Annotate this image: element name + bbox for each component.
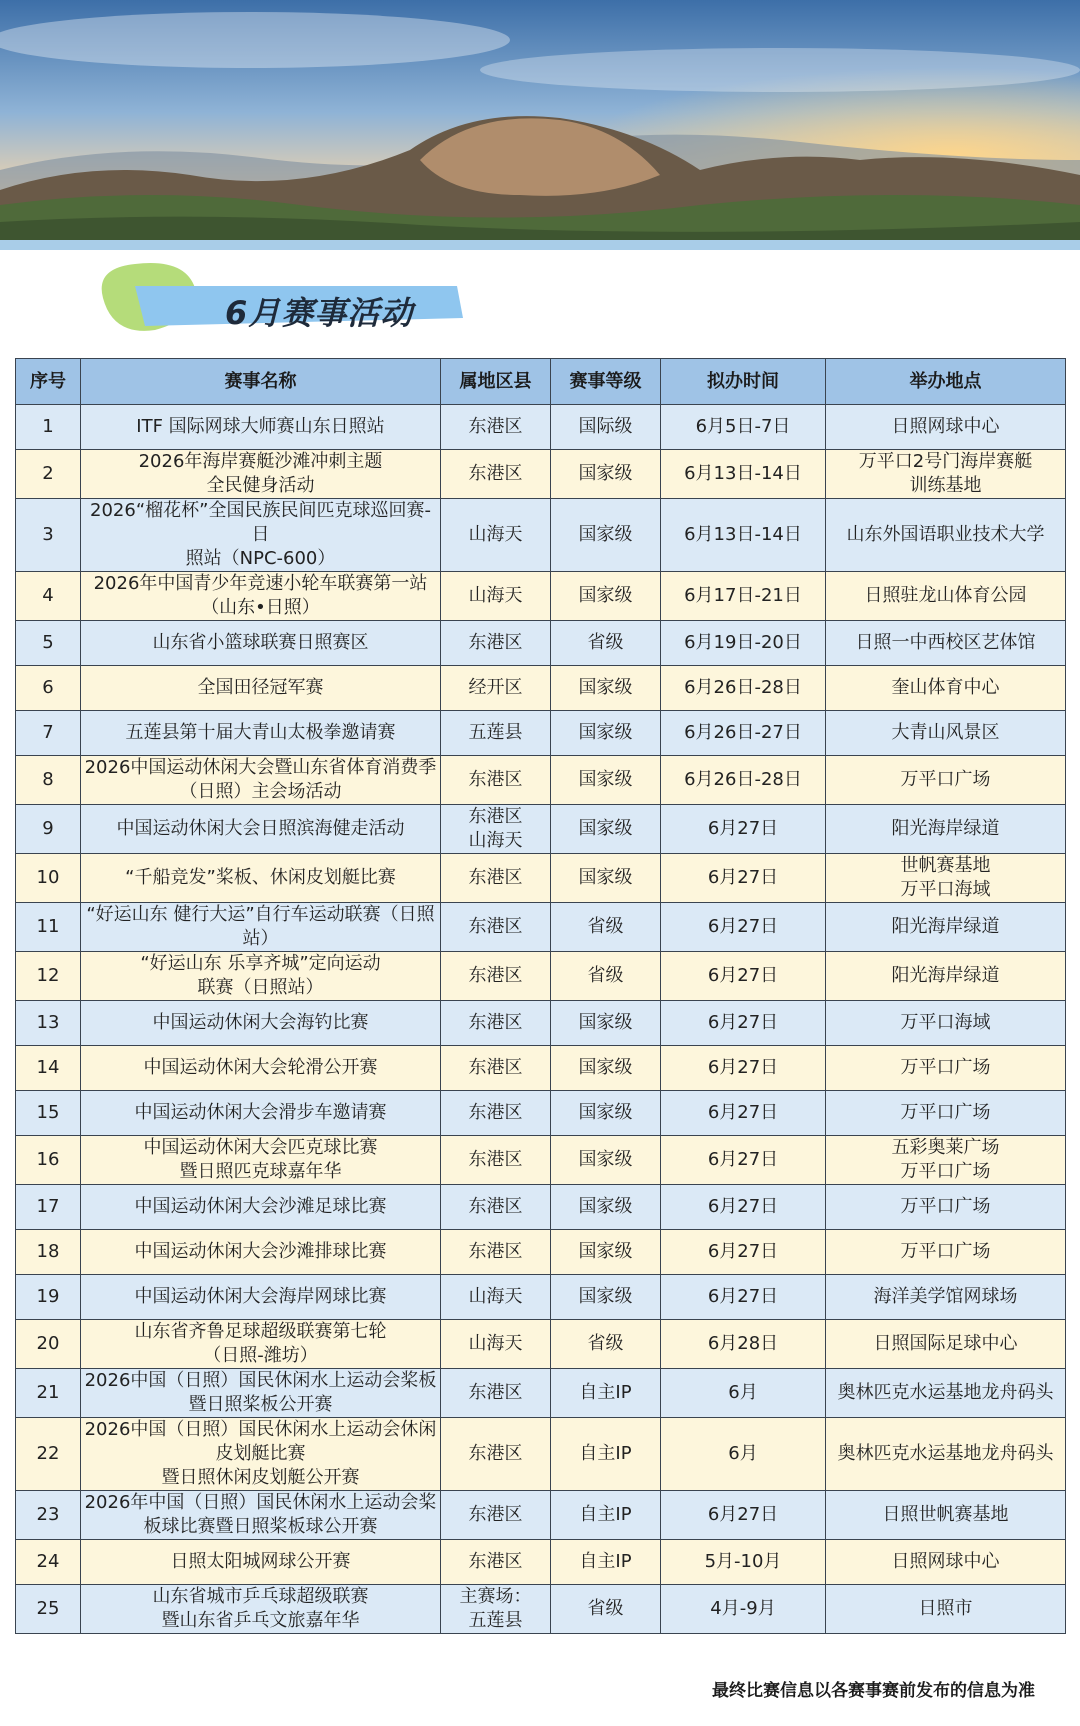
venue: 山东外国语职业技术大学 <box>826 499 1066 572</box>
county: 东港区 <box>441 756 551 805</box>
row-no: 17 <box>16 1185 81 1230</box>
event-time: 6月 <box>661 1369 826 1418</box>
county: 东港区 <box>441 1540 551 1585</box>
event-time: 6月27日 <box>661 1136 826 1185</box>
venue: 万平口广场 <box>826 756 1066 805</box>
county: 东港区 <box>441 1418 551 1491</box>
venue: 奥林匹克水运基地龙舟码头 <box>826 1418 1066 1491</box>
venue: 万平口广场 <box>826 1185 1066 1230</box>
row-no: 14 <box>16 1046 81 1091</box>
county: 山海天 <box>441 1275 551 1320</box>
row-no: 5 <box>16 621 81 666</box>
event-name: 中国运动休闲大会匹克球比赛 暨日照匹克球嘉年华 <box>81 1136 441 1185</box>
row-no: 25 <box>16 1585 81 1634</box>
venue: 世帆赛基地 万平口海域 <box>826 854 1066 903</box>
event-name: 2026中国（日照）国民休闲水上运动会休闲 皮划艇比赛 暨日照休闲皮划艇公开赛 <box>81 1418 441 1491</box>
table-row <box>16 854 1066 903</box>
event-time: 6月27日 <box>661 903 826 952</box>
county: 东港区 <box>441 405 551 450</box>
footnote: 最终比赛信息以各赛事赛前发布的信息为准 <box>712 1681 1035 1701</box>
event-name: 中国运动休闲大会轮滑公开赛 <box>81 1046 441 1091</box>
event-time: 6月27日 <box>661 1001 826 1046</box>
event-time: 6月17日-21日 <box>661 572 826 621</box>
county: 东港区 <box>441 450 551 499</box>
row-no: 21 <box>16 1369 81 1418</box>
row-no: 2 <box>16 450 81 499</box>
event-level: 自主IP <box>551 1540 661 1585</box>
venue: 日照市 <box>826 1585 1066 1634</box>
table-row <box>16 1418 1066 1491</box>
section-title: 6月赛事活动 <box>225 294 414 332</box>
event-time: 6月13日-14日 <box>661 499 826 572</box>
venue: 日照一中西校区艺体馆 <box>826 621 1066 666</box>
event-level: 自主IP <box>551 1369 661 1418</box>
row-no: 18 <box>16 1230 81 1275</box>
table-row <box>16 756 1066 805</box>
row-no: 9 <box>16 805 81 854</box>
table-row <box>16 1585 1066 1634</box>
venue: 万平口广场 <box>826 1230 1066 1275</box>
event-level: 国家级 <box>551 711 661 756</box>
event-level: 省级 <box>551 621 661 666</box>
event-time: 6月27日 <box>661 805 826 854</box>
row-no: 3 <box>16 499 81 572</box>
event-time: 6月27日 <box>661 1275 826 1320</box>
event-name: 中国运动休闲大会海钓比赛 <box>81 1001 441 1046</box>
event-time: 6月26日-27日 <box>661 711 826 756</box>
table-row <box>16 450 1066 499</box>
county: 东港区 <box>441 1091 551 1136</box>
event-level: 省级 <box>551 1320 661 1369</box>
event-name: 五莲县第十届大青山太极拳邀请赛 <box>81 711 441 756</box>
table-row <box>16 621 1066 666</box>
header-time: 拟办时间 <box>661 359 826 405</box>
event-level: 国家级 <box>551 805 661 854</box>
event-name: 2026年海岸赛艇沙滩冲刺主题 全民健身活动 <box>81 450 441 499</box>
section-title-block <box>95 258 475 338</box>
event-name: 2026年中国青少年竞速小轮车联赛第一站 （山东•日照） <box>81 572 441 621</box>
county: 东港区 山海天 <box>441 805 551 854</box>
event-name: 中国运动休闲大会海岸网球比赛 <box>81 1275 441 1320</box>
county: 东港区 <box>441 1230 551 1275</box>
table-row <box>16 1540 1066 1585</box>
event-level: 自主IP <box>551 1418 661 1491</box>
county: 经开区 <box>441 666 551 711</box>
event-level: 省级 <box>551 952 661 1001</box>
row-no: 7 <box>16 711 81 756</box>
venue: 万平口广场 <box>826 1091 1066 1136</box>
event-time: 6月27日 <box>661 952 826 1001</box>
venue: 万平口广场 <box>826 1046 1066 1091</box>
event-level: 国家级 <box>551 1091 661 1136</box>
county: 东港区 <box>441 1369 551 1418</box>
event-name: 山东省小篮球联赛日照赛区 <box>81 621 441 666</box>
event-time: 6月26日-28日 <box>661 756 826 805</box>
table-row <box>16 1136 1066 1185</box>
venue: 日照世帆赛基地 <box>826 1491 1066 1540</box>
table-row <box>16 405 1066 450</box>
row-no: 8 <box>16 756 81 805</box>
event-level: 国家级 <box>551 756 661 805</box>
county: 山海天 <box>441 572 551 621</box>
county: 东港区 <box>441 1001 551 1046</box>
row-no: 19 <box>16 1275 81 1320</box>
event-name: “好运山东 乐享齐城”定向运动 联赛（日照站） <box>81 952 441 1001</box>
venue: 日照驻龙山体育公园 <box>826 572 1066 621</box>
event-time: 4月-9月 <box>661 1585 826 1634</box>
event-name: 中国运动休闲大会沙滩足球比赛 <box>81 1185 441 1230</box>
event-level: 省级 <box>551 1585 661 1634</box>
event-name: 2026“榴花杯”全国民族民间匹克球巡回赛-日 照站（NPC-600） <box>81 499 441 572</box>
table-body <box>16 405 1066 1634</box>
row-no: 16 <box>16 1136 81 1185</box>
table-row <box>16 1320 1066 1369</box>
table-row <box>16 1275 1066 1320</box>
event-name: 2026中国运动休闲大会暨山东省体育消费季 （日照）主会场活动 <box>81 756 441 805</box>
event-time: 6月5日-7日 <box>661 405 826 450</box>
event-name: “千船竞发”桨板、休闲皮划艇比赛 <box>81 854 441 903</box>
header-venue: 举办地点 <box>826 359 1066 405</box>
event-name: 日照太阳城网球公开赛 <box>81 1540 441 1585</box>
venue: 日照国际足球中心 <box>826 1320 1066 1369</box>
county: 主赛场： 五莲县 <box>441 1585 551 1634</box>
event-level: 国际级 <box>551 405 661 450</box>
venue: 奥林匹克水运基地龙舟码头 <box>826 1369 1066 1418</box>
table-row <box>16 1230 1066 1275</box>
venue: 海洋美学馆网球场 <box>826 1275 1066 1320</box>
venue: 阳光海岸绿道 <box>826 952 1066 1001</box>
event-time: 6月27日 <box>661 1185 826 1230</box>
event-name: ITF 国际网球大师赛山东日照站 <box>81 405 441 450</box>
event-level: 国家级 <box>551 1275 661 1320</box>
header-name: 赛事名称 <box>81 359 441 405</box>
event-time: 6月19日-20日 <box>661 621 826 666</box>
event-level: 国家级 <box>551 1001 661 1046</box>
table-row <box>16 572 1066 621</box>
row-no: 1 <box>16 405 81 450</box>
county: 五莲县 <box>441 711 551 756</box>
table-row <box>16 1185 1066 1230</box>
event-level: 省级 <box>551 903 661 952</box>
event-time: 5月-10月 <box>661 1540 826 1585</box>
table-row <box>16 499 1066 572</box>
event-name: 山东省城市乒乓球超级联赛 暨山东省乒乓文旅嘉年华 <box>81 1585 441 1634</box>
county: 山海天 <box>441 499 551 572</box>
event-name: 2026中国（日照）国民休闲水上运动会桨板 暨日照桨板公开赛 <box>81 1369 441 1418</box>
event-name: 中国运动休闲大会日照滨海健走活动 <box>81 805 441 854</box>
header-level: 赛事等级 <box>551 359 661 405</box>
event-level: 国家级 <box>551 1185 661 1230</box>
event-time: 6月27日 <box>661 1091 826 1136</box>
county: 东港区 <box>441 854 551 903</box>
venue: 日照网球中心 <box>826 405 1066 450</box>
table-row <box>16 666 1066 711</box>
event-level: 国家级 <box>551 1230 661 1275</box>
event-time: 6月 <box>661 1418 826 1491</box>
table-row <box>16 903 1066 952</box>
county: 东港区 <box>441 621 551 666</box>
table-row <box>16 1046 1066 1091</box>
table-row <box>16 1369 1066 1418</box>
county: 东港区 <box>441 1046 551 1091</box>
county: 东港区 <box>441 1136 551 1185</box>
venue: 万平口海域 <box>826 1001 1066 1046</box>
events-table-container <box>15 358 1065 1634</box>
venue: 阳光海岸绿道 <box>826 903 1066 952</box>
row-no: 23 <box>16 1491 81 1540</box>
venue: 大青山风景区 <box>826 711 1066 756</box>
event-time: 6月27日 <box>661 1230 826 1275</box>
row-no: 6 <box>16 666 81 711</box>
event-name: 中国运动休闲大会沙滩排球比赛 <box>81 1230 441 1275</box>
event-name: “好运山东 健行大运”自行车运动联赛（日照 站） <box>81 903 441 952</box>
venue: 五彩奥莱广场 万平口广场 <box>826 1136 1066 1185</box>
row-no: 13 <box>16 1001 81 1046</box>
event-level: 国家级 <box>551 1046 661 1091</box>
row-no: 20 <box>16 1320 81 1369</box>
table-row <box>16 711 1066 756</box>
banner-landscape-image <box>0 0 1080 250</box>
event-level: 国家级 <box>551 499 661 572</box>
table-row <box>16 1091 1066 1136</box>
table-header-row <box>16 359 1066 405</box>
event-time: 6月28日 <box>661 1320 826 1369</box>
event-time: 6月27日 <box>661 854 826 903</box>
events-table <box>15 358 1066 1634</box>
event-level: 国家级 <box>551 572 661 621</box>
event-name: 山东省齐鲁足球超级联赛第七轮 （日照-潍坊） <box>81 1320 441 1369</box>
venue: 万平口2号门海岸赛艇 训练基地 <box>826 450 1066 499</box>
county: 东港区 <box>441 903 551 952</box>
row-no: 15 <box>16 1091 81 1136</box>
county: 东港区 <box>441 1491 551 1540</box>
row-no: 11 <box>16 903 81 952</box>
row-no: 12 <box>16 952 81 1001</box>
venue: 奎山体育中心 <box>826 666 1066 711</box>
event-level: 国家级 <box>551 666 661 711</box>
event-time: 6月27日 <box>661 1046 826 1091</box>
row-no: 4 <box>16 572 81 621</box>
event-level: 自主IP <box>551 1491 661 1540</box>
table-row <box>16 952 1066 1001</box>
event-name: 中国运动休闲大会滑步车邀请赛 <box>81 1091 441 1136</box>
row-no: 24 <box>16 1540 81 1585</box>
event-name: 2026年中国（日照）国民休闲水上运动会桨 板球比赛暨日照桨板球公开赛 <box>81 1491 441 1540</box>
event-level: 国家级 <box>551 450 661 499</box>
event-level: 国家级 <box>551 1136 661 1185</box>
event-level: 国家级 <box>551 854 661 903</box>
event-time: 6月27日 <box>661 1491 826 1540</box>
row-no: 22 <box>16 1418 81 1491</box>
header-no: 序号 <box>16 359 81 405</box>
table-row <box>16 1001 1066 1046</box>
table-row <box>16 1491 1066 1540</box>
row-no: 10 <box>16 854 81 903</box>
county: 东港区 <box>441 952 551 1001</box>
event-time: 6月26日-28日 <box>661 666 826 711</box>
header-county: 属地区县 <box>441 359 551 405</box>
event-time: 6月13日-14日 <box>661 450 826 499</box>
venue: 阳光海岸绿道 <box>826 805 1066 854</box>
table-row <box>16 805 1066 854</box>
event-name: 全国田径冠军赛 <box>81 666 441 711</box>
venue: 日照网球中心 <box>826 1540 1066 1585</box>
county: 东港区 <box>441 1185 551 1230</box>
county: 山海天 <box>441 1320 551 1369</box>
